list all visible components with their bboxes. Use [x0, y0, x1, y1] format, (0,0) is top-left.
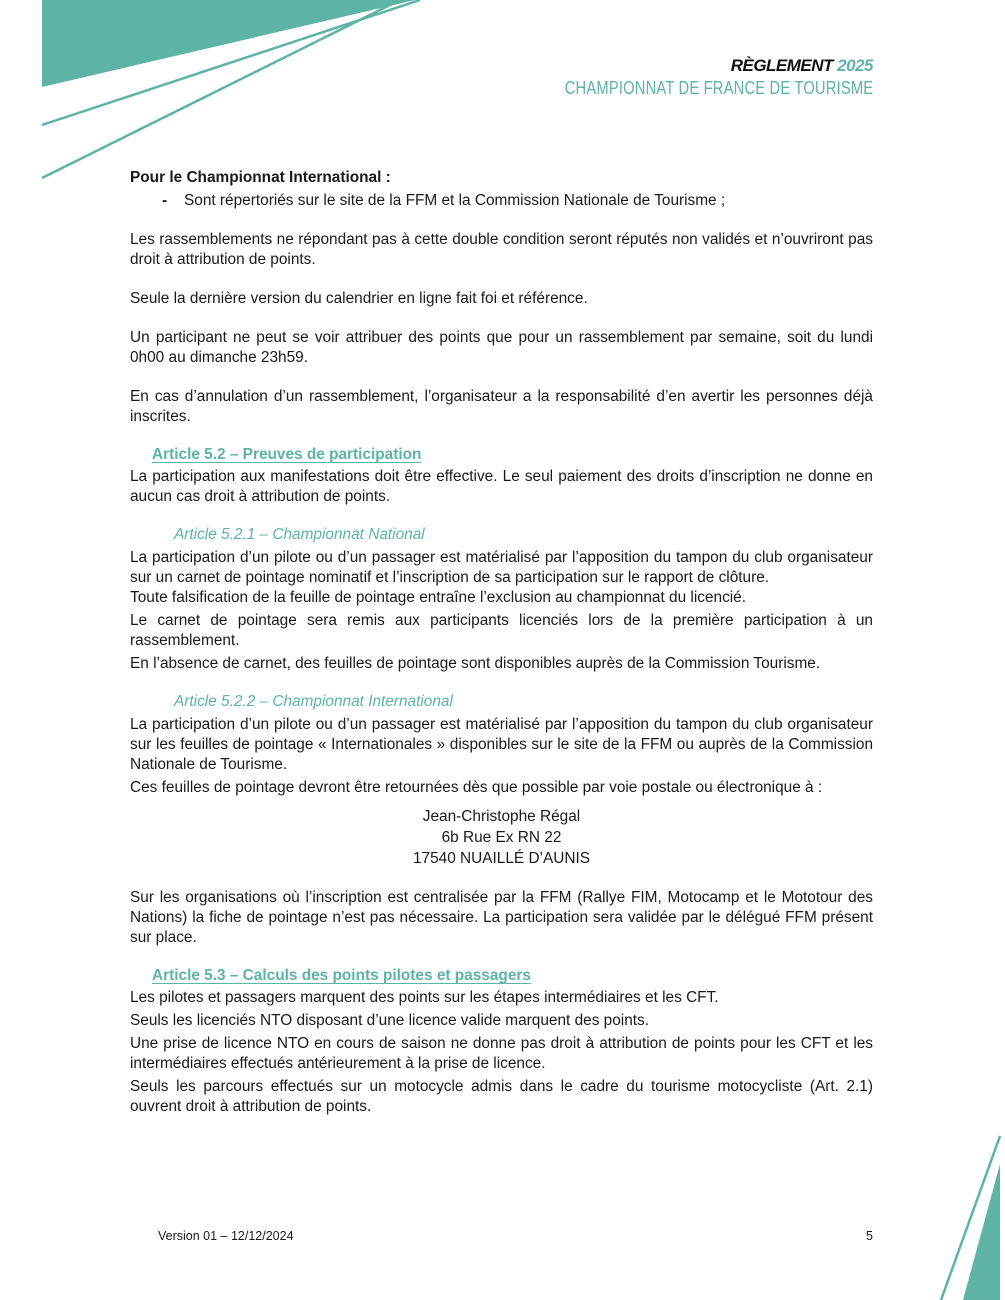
bullet-dash: -: [162, 192, 168, 209]
document-header: [497, 56, 873, 100]
header-championship: CHAMPIONNAT DE FRANCE DE TOURISME: [564, 78, 873, 98]
article-5-3-heading: Article 5.3 – Calculs des points pilotes et passagers: [152, 967, 531, 984]
paragraph-double-condition: Les rassemblements ne répondant pas à cette double condition seront réputés non validés et n’ouvriront pas droit à attribution de points.: [130, 231, 873, 268]
paragraph-one-per-week: Un participant ne peut se voir attribuer des points que pour un rassemblement par semaine, soit du lundi 0h00 au dimanche 23h59.: [130, 329, 873, 366]
article-5-2-text: La participation aux manifestations doit être effective. Le seul paiement des droits d’inscription ne donne en aucun cas droit à attribution de points.: [130, 468, 873, 505]
article-5-3-paragraph-1: Les pilotes et passagers marquent des points sur les étapes intermédiaires et les CFT.: [130, 989, 719, 1006]
article-5-2-1-paragraph-2: Toute falsification de la feuille de pointage entraîne l’exclusion au championnat du licencié.: [130, 589, 747, 606]
article-5-2-heading: Article 5.2 – Preuves de participation: [152, 446, 422, 463]
address-city: 17540 NUAILLÉ D’AUNIS: [412, 850, 591, 867]
top-left-decoration: [0, 0, 430, 185]
article-5-2-2-heading: Article 5.2.2 – Championnat International: [174, 693, 453, 710]
paragraph-centralized: Sur les organisations où l’inscription est centralisée par la FFM (Rallye FIM, Motocamp et le Mototour des Nations) la fiche de pointage n’est pas nécessaire. La participation sera validée par le délégué FFM présent sur place.: [130, 889, 873, 946]
footer-page-number: 5: [866, 1229, 873, 1243]
header-year: 2025: [837, 56, 873, 75]
document-body: [130, 168, 873, 1117]
top-left-teal-band: [42, 0, 415, 87]
article-5-2-1-heading: Article 5.2.1 – Championnat National: [174, 526, 425, 543]
paragraph-calendar: Seule la dernière version du calendrier en ligne fait foi et référence.: [130, 290, 588, 307]
header-reglement: RÈGLEMENT: [730, 56, 833, 75]
header-reglement-line: [497, 56, 873, 76]
article-5-2-1-paragraph-4: En l’absence de carnet, des feuilles de pointage sont disponibles auprès de la Commission Tourisme.: [130, 655, 821, 672]
article-5-2-2-paragraph-2: Ces feuilles de pointage devront être retournées dès que possible par voie postale ou électronique à :: [130, 779, 823, 796]
article-5-3-paragraph-4: Seuls les parcours effectués sur un motocycle admis dans le cadre du tourisme motocycliste (Art. 2.1) ouvrent droit à attribution de points.: [130, 1078, 873, 1115]
address-street: 6b Rue Ex RN 22: [441, 829, 562, 846]
article-5-3-paragraph-2: Seuls les licenciés NTO disposant d’une licence valide marquent des points.: [130, 1012, 650, 1029]
article-5-3-paragraph-3: Une prise de licence NTO en cours de saison ne donne pas droit à attribution de points pour les CFT et les intermédiaires effectués antérieurement à la prise de licence.: [130, 1035, 873, 1072]
address-name: Jean-Christophe Régal: [422, 808, 581, 825]
intl-bullet-item: [130, 191, 873, 211]
article-5-2-1-paragraph-3: Le carnet de pointage sera remis aux participants licenciés lors de la première participation à un rassemblement.: [130, 612, 873, 649]
postal-address: [130, 806, 873, 869]
article-5-2-1-paragraph-1: La participation d’un pilote ou d’un passager est matérialisé par l’apposition du tampon du club organisateur sur un carnet de pointage nominatif et l’inscription de sa participation sur le rapport de clôture.: [130, 549, 873, 586]
bottom-right-decoration: [935, 1130, 1005, 1300]
article-5-2-2-paragraph-1: La participation d’un pilote ou d’un passager est matérialisé par l’apposition du tampon du club organisateur sur les feuilles de pointage « Internationales » disponibles sur le site de la FFM ou auprès de la Commission Nationale de Tourisme.: [130, 716, 873, 773]
footer-version: Version 01 – 12/12/2024: [158, 1229, 294, 1243]
intl-heading: Pour le Championnat International :: [130, 169, 391, 186]
intl-bullet-text: Sont répertoriés sur le site de la FFM et la Commission Nationale de Tourisme ;: [184, 192, 726, 209]
paragraph-cancellation: En cas d’annulation d’un rassemblement, l’organisateur a la responsabilité d’en avertir les personnes déjà inscrites.: [130, 388, 873, 425]
